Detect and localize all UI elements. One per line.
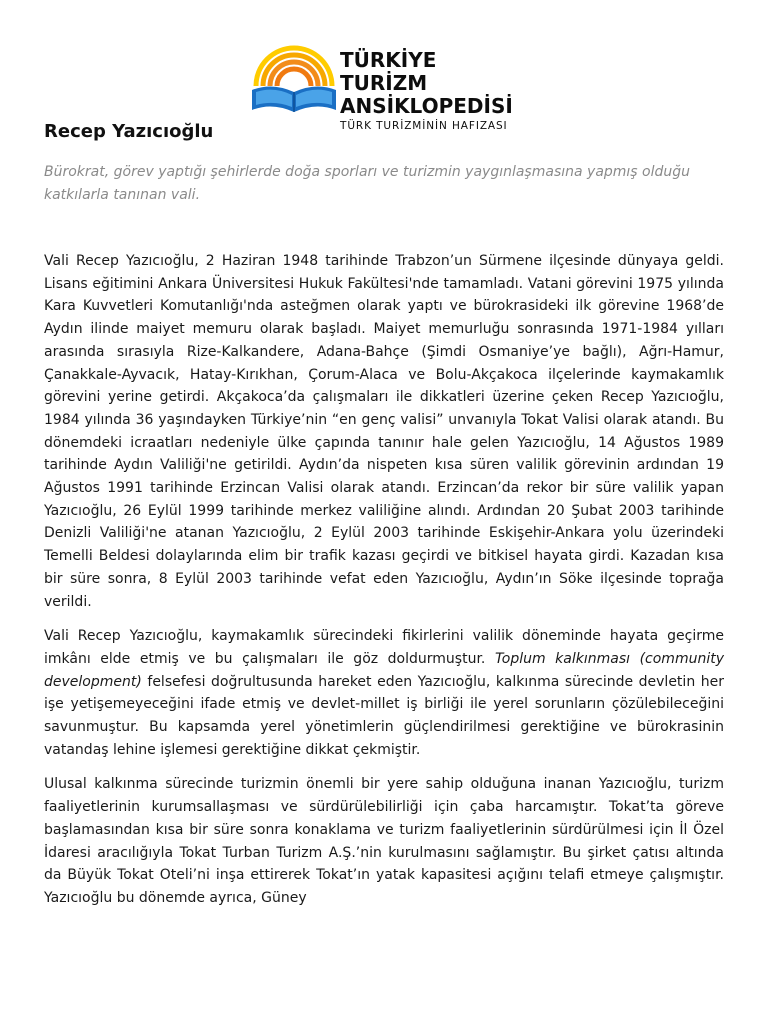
logo-sun-book-icon <box>248 40 340 114</box>
article-title: Recep Yazıcıoğlu <box>44 121 214 142</box>
logo-title-line1: TÜRKİYE TURİZM <box>340 48 437 95</box>
article-body <box>44 250 724 922</box>
logo-title-line2: ANSİKLOPEDİSİ <box>340 94 513 118</box>
paragraph-3: Ulusal kalkınma sürecinde turizmin önemli bir yere sahip olduğuna inanan Yazıcıoğlu, turizm faaliyetlerinin kurumsallaşması ve sürdürülebilirliği için çaba harcamıştır. Tokat’ta göreve başlamasından kısa bir süre sonra konaklama ve turizm faaliyetlerinin sürdürülmesi için İl Özel İdaresi aracılığıyla Tokat Turban Turizm A.Ş.’nin kurulmasını sağlamıştır. Bu şirket çatısı altında da Büyük Tokat Oteli’ni inşa ettirerek Tokat’ın yatak kapasitesi açığını telafi etmeye çalışmıştır. Yazıcıoğlu bu dönemde ayrıca, Güney <box>44 776 724 906</box>
paragraph-2-text-start: Vali Recep Yazıcıoğlu, kaymakamlık sürecindeki fikirlerini valilik döneminde hayata geçirme imkânı elde etmiş ve bu çalışmaları ile göz doldurmuştur. <box>44 628 724 667</box>
article-subtitle: Bürokrat, görev yaptığı şehirlerde doğa sporları ve turizmin yaygınlaşmasına yapmış olduğu katkılarla tanınan vali. <box>44 164 691 203</box>
paragraph-2-italic-term: Toplum kalkınması (community development) <box>44 650 724 690</box>
paragraph-2-text-end: felsefesi doğrultusunda hareket eden Yazıcıoğlu, kalkınma sürecinde devletin her işe yetişemeyeceğini ifade etmiş ve devlet-millet iş birliği ile yerel sorunların çözülebileceğini savunmuştur. Bu kapsamda yerel yönetimlerin güçlendirilmesi gerektiğine ve bürokrasinin vatandaş lehine işlemesi gerektiğine dikkat çekmiştir. <box>44 673 724 758</box>
logo-tagline: TÜRK TURİZMİNİN HAFIZASI <box>340 120 508 132</box>
site-logo[interactable] <box>248 40 528 132</box>
paragraph-2 <box>44 625 724 761</box>
paragraph-1: Vali Recep Yazıcıoğlu, 2 Haziran 1948 tarihinde Trabzon’un Sürmene ilçesinde dünyaya geldi. Lisans eğitimini Ankara Üniversitesi Hukuk Fakültesi'nde tamamladı. Vatani görevini 1975 yılında Kara Kuvvetleri Komutanlığı'nda asteğmen olarak yaptı ve bürokrasideki ilk görevine 1968’de Aydın ilinde maiyet memuru olarak başladı. Maiyet memurluğu sonrasında 1971-1984 yılları arasında sırasıyla Rize-Kalkandere, Adana-Bahçe (Şimdi Osmaniye’ye bağlı), Ağrı-Hamur, Çanakkale-Ayvacık, Hatay-Kırıkhan, Çorum-Alaca ve Bolu-Akçakoca ilçelerinde kaymakamlık görevini yerine getirdi. Akçakoca’da çalışmaları ile dikkatleri üzerine çeken Recep Yazıcıoğlu, 1984 yılında 36 yaşındayken Türkiye’nin “en genç valisi” unvanıyla Tokat Valisi olarak atandı. Bu dönemdeki icraatları nedeniyle ülke çapında tanınır hale gelen Yazıcıoğlu, 14 Ağustos 1989 tarihinde Aydın Valiliği'ne getirildi. Aydın’da nispeten kısa süren valilik görevinin ardından 19 Ağustos 1991 tarihinde Erzincan Valisi olarak atandı. Erzincan’da rekor bir süre valilik yapan Yazıcıoğlu, 26 Eylül 1999 tarihinde merkez valiliğine alındı. Ardından 20 Şubat 2003 tarihinde Denizli Valiliği'ne atanan Yazıcıoğlu, 2 Eylül 2003 tarihinde Eskişehir-Ankara yolu üzerindeki Temelli Beldesi dolaylarında elim bir trafik kazası geçirdi ve bitkisel hayata girdi. Kazadan kısa bir süre sonra, 8 Eylül 2003 tarihinde vefat eden Yazıcıoğlu, Aydın’ın Söke ilçesinde toprağa verildi. <box>44 253 724 610</box>
logo-text <box>340 49 528 133</box>
